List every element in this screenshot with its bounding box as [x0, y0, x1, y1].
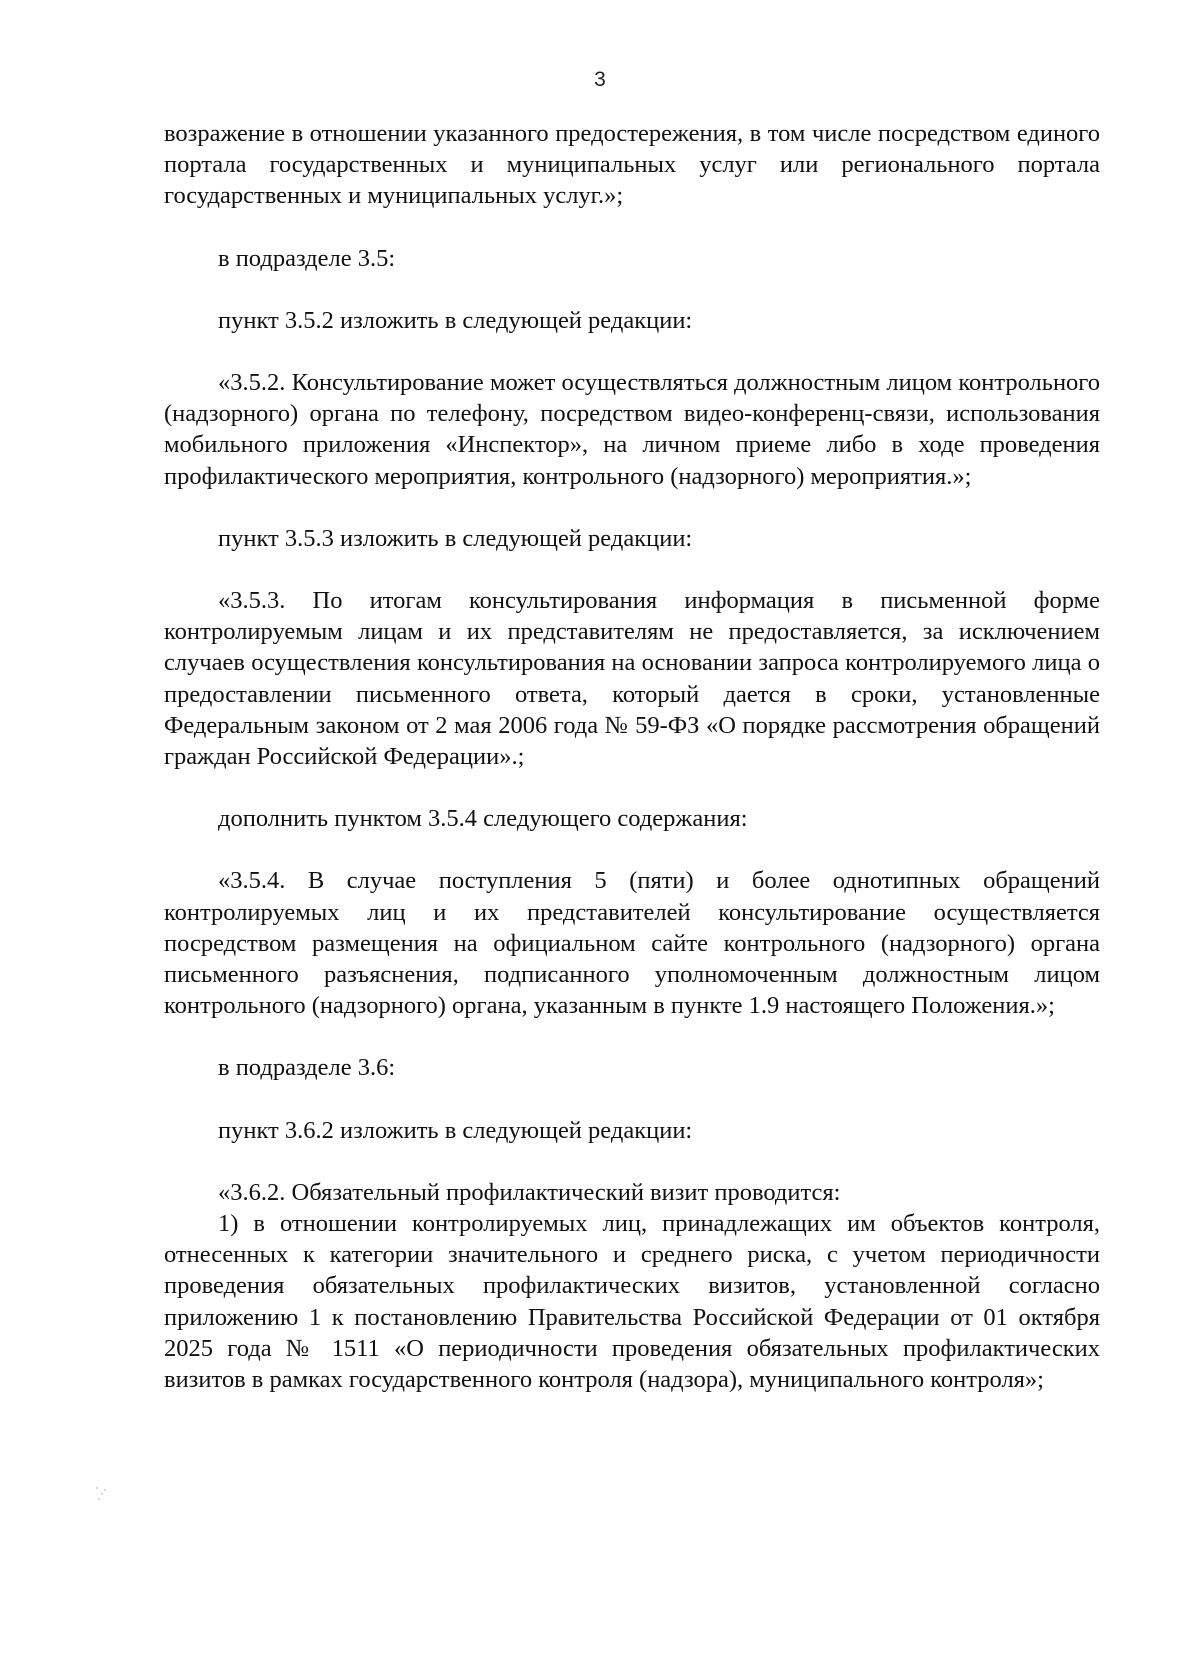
paragraph-item-3-6-2-instruction: пункт 3.6.2 изложить в следующей редакции:	[218, 1116, 693, 1144]
paragraph-item-3-6-2-subitem-1: 1) в отношении контролируемых лиц, принадлежащих им объектов контроля, отнесенных к категории значительного и среднего риска, с учетом периодичности проведения обязательных профилактических визитов, установленной согласно приложению 1 к постановлению Правительства Российской Федерации от 01 октября 2025 года № 1511 «О периодичности проведения обязательных профилактических визитов в рамках государственного контроля (надзора), муниципального контроля»;	[164, 1210, 1100, 1394]
paragraph-item-3-5-2-text: «3.5.2. Консультирование может осуществляться должностным лицом контрольного (надзорного) органа по телефону, посредством видео-конференц-связи, использования мобильного приложения «Инспектор», на личном приеме либо в ходе проведения профилактического мероприятия, контрольного (надзорного) мероприятия.»;	[164, 369, 1100, 490]
document-body	[164, 118, 1100, 1395]
paragraph-subsection-3-5: в подразделе 3.5:	[218, 244, 396, 272]
paragraph-item-3-5-4-text: «3.5.4. В случае поступления 5 (пяти) и более однотипных обращений контролируемых лиц и их представителей консультирование осуществляется посредством размещения на официальном сайте контрольного (надзорного) органа письменного разъяснения, подписанного уполномоченным должностным лицом контрольного (надзорного) органа, указанным в пункте 1.9 настоящего Положения.»;	[164, 867, 1100, 1020]
scan-artifact	[94, 1484, 108, 1502]
paragraph-item-3-5-2-instruction: пункт 3.5.2 изложить в следующей редакции:	[218, 306, 693, 334]
page-number: 3	[594, 68, 606, 91]
paragraph-item-3-5-3-text: «3.5.3. По итогам консультирования информация в письменной форме контролируемым лицам и их представителям не предоставляется, за исключением случаев осуществления консультирования на основании запроса контролируемого лица о предоставлении письменного ответа, который дается в сроки, установленные Федеральным законом от 2 мая 2006 года № 59-ФЗ «О порядке рассмотрения обращений граждан Российской Федерации».;	[164, 587, 1100, 771]
paragraph-item-3-5-4-instruction: дополнить пунктом 3.5.4 следующего содержания:	[218, 805, 748, 833]
paragraph-item-3-6-2-heading: «3.6.2. Обязательный профилактический визит проводится:	[218, 1178, 841, 1206]
paragraph-item-3-5-3-instruction: пункт 3.5.3 изложить в следующей редакции:	[218, 524, 693, 552]
paragraph-subsection-3-6: в подразделе 3.6:	[218, 1054, 396, 1082]
paragraph-objection-continuation: возражение в отношении указанного предостережения, в том числе посредством единого портала государственных и муниципальных услуг или регионального портала государственных и муниципальных услуг.»;	[164, 120, 1100, 210]
